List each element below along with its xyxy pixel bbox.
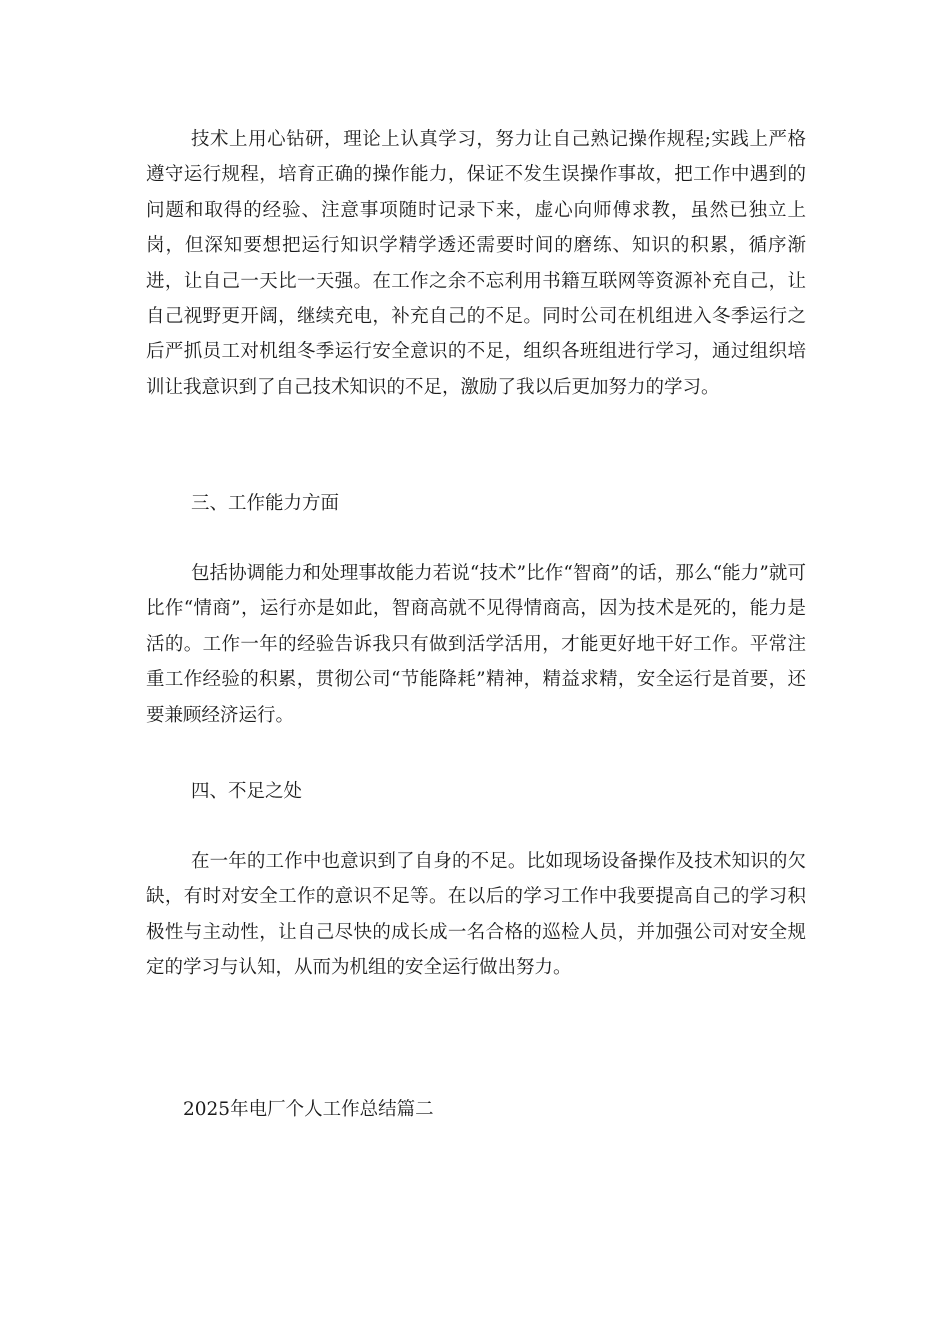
paragraph-shortcomings: 在一年的工作中也意识到了自身的不足。比如现场设备操作及技术知识的欠缺，有时对安全工作的意识不足等。在以后的学习工作中我要提高自己的学习积极性与主动性，让自己尽快的成长成一名合格的巡检人员，并加强公司对安全规定的学习与认知，从而为机组的安全运行做出努力。 xyxy=(146,851,806,979)
paragraph-work-ability: 包括协调能力和处理事故能力若说“技术”比作“智商”的话，那么“能力”就可比作“情商”，运行亦是如此，智商高就不见得情商高，因为技术是死的，能力是活的。工作一年的经验告诉我只有做到活学活用，才能更好地干好工作。平常注重工作经验的积累，贯彻公司“节能降耗”精神，精益求精，安全运行是首要，还要兼顾经济运行。 xyxy=(146,563,806,726)
paragraph-technical-study: 技术上用心钻研，理论上认真学习，努力让自己熟记操作规程;实践上严格遵守运行规程，培育正确的操作能力，保证不发生误操作事故，把工作中遇到的问题和取得的经验、注意事项随时记录下来，虚心向师傅求教，虽然已独立上岗，但深知要想把运行知识学精学透还需要时间的磨练、知识的积累，循序渐进，让自己一天比一天强。在工作之余不忘利用书籍互联网等资源补充自己，让自己视野更开阔，继续充电，补充自己的不足。同时公司在机组进入冬季运行之后严抓员工对机组冬季运行安全意识的不足，组织各班组进行学习，通过组织培训让我意识到了自己技术知识的不足，激励了我以后更加努力的学习。 xyxy=(146,129,806,398)
heading-shortcomings: 四、不足之处 xyxy=(191,781,303,802)
next-article-title: 2025年电厂个人工作总结篇二 xyxy=(183,1099,434,1120)
heading-work-ability: 三、工作能力方面 xyxy=(191,493,340,514)
